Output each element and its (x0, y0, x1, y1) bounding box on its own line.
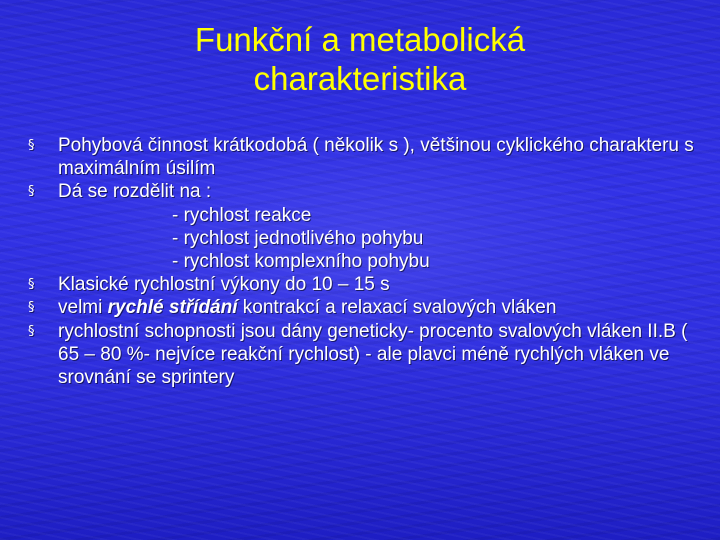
bullet-text-4-pre: velmi (58, 297, 108, 319)
slide-title (60, 20, 660, 98)
slide-title-line-1: Funkční a metabolická (194, 21, 526, 58)
sub-item-3: - rychlost komplexního pohybu (172, 251, 430, 273)
bullet-text-2: Dá se rozdělit na : (58, 181, 212, 203)
bullet-text-4-post: kontrakcí a relaxací svalových vláken (237, 297, 557, 319)
bullet-text-3: Klasické rychlostní výkony do 10 – 15 s (58, 274, 390, 296)
bullet-marker-icon: § (28, 277, 35, 293)
bullet-marker-icon: § (28, 138, 35, 153)
bullet-marker-icon: § (28, 300, 35, 316)
sub-item-1: - rychlost reakce (172, 204, 312, 226)
bullet-item-4 (28, 296, 700, 319)
slide-title-line-2: charakteristika (253, 60, 467, 97)
bullet-text-4-emphasis: rychlé střídání (107, 297, 238, 319)
bullet-item-3 (28, 273, 700, 296)
slide-body (28, 134, 700, 389)
bullet-marker-icon: § (28, 323, 35, 339)
bullet-text-5: rychlostní schopnosti jsou dány geneticky- procento svalových vláken II.B ( 65 – 80 %- nejvíce reakční rychlost) - ale plavci méně rychlých vláken ve srovnání se sprintery (58, 320, 688, 389)
bullet-item-5 (28, 320, 700, 390)
bullet-text-1: Pohybová činnost krátkodobá ( několik s ), většinou cyklického charakteru s maximálním úsilím (58, 135, 694, 180)
bullet-item-1 (28, 134, 700, 180)
bullet-item-2 (28, 180, 700, 203)
bullet-marker-icon: § (28, 184, 35, 200)
sub-item-2: - rychlost jednotlivého pohybu (172, 227, 424, 249)
